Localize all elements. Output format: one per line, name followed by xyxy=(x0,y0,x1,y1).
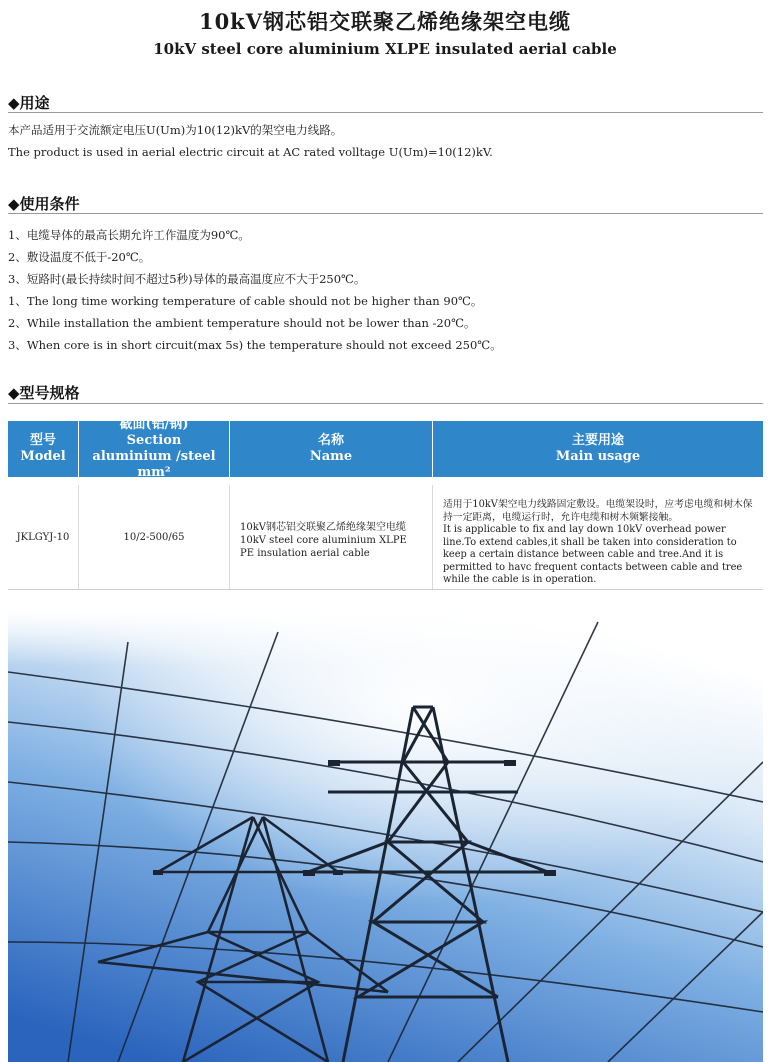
cell-usage-en: It is applicable to fix and lay down 10kV overhead power line.To extend cables,it shall be taken into consideration to keep a certain distance between cable and tree.And it is permitted to havc frequent contacts between cable and tree while the cable is in operation. xyxy=(443,524,743,585)
column-header-name xyxy=(230,421,433,477)
column-header-en: Model xyxy=(20,449,66,464)
cell-model: JKLGYJ-10 xyxy=(8,485,79,589)
column-header-model xyxy=(8,421,79,477)
cell-name-en: 10kV steel core aluminium XLPE PE insulation aerial cable xyxy=(240,535,407,559)
column-header-cn: 型号 xyxy=(29,433,56,448)
usage-text-cn: 本产品适用于交流额定电压U(Um)为10(12)kV的架空电力线路。 xyxy=(8,123,343,137)
column-header-cn: 截面(铝/钢) xyxy=(119,417,189,432)
section-heading-spec: ◆型号规格 xyxy=(8,384,80,402)
usage-text-en: The product is used in aerial electric circuit at AC rated volltage U(Um)=10(12)kV. xyxy=(8,145,493,159)
column-header-en: Name xyxy=(309,449,353,464)
column-header-cn: 主要用途 xyxy=(571,433,624,448)
condition-item: 3、When core is in short circuit(max 5s) the temperature should not exceed 250℃。 xyxy=(8,338,502,352)
column-header-cn: 名称 xyxy=(317,433,344,448)
spec-table-header xyxy=(8,417,763,480)
section-rule xyxy=(8,403,763,404)
transmission-tower-photo xyxy=(8,612,763,1062)
cell-name-cn: 10kV钢芯铝交联聚乙烯绝缘架空电缆 xyxy=(240,522,407,533)
column-header-section xyxy=(79,417,230,480)
section-rule xyxy=(8,213,763,214)
page-title-en: 10kV steel core aluminium XLPE insulated aerial cable xyxy=(153,40,617,58)
section-rule xyxy=(8,112,763,113)
page-title-cn: 10kV钢芯铝交联聚乙烯绝缘架空电缆 xyxy=(198,9,572,34)
condition-item: 2、While installation the ambient temperature should not be lower than -20℃。 xyxy=(8,316,476,330)
condition-item: 3、短路时(最长持续时间不超过5秒)导体的最高温度应不大于250℃。 xyxy=(8,272,366,286)
condition-item: 2、敷设温度不低于-20℃。 xyxy=(8,250,151,264)
cell-usage-cn: 适用于10kV架空电力线路固定敷设。电缆架设时，应考虑电缆和树木保持一定距离，电缆运行时，允许电缆和树木频繁接触。 xyxy=(443,499,753,523)
column-header-usage xyxy=(433,421,763,477)
column-header-en: Section aluminium /steel mm² xyxy=(92,433,216,480)
condition-item: 1、电缆导体的最高长期允许工作温度为90℃。 xyxy=(8,228,250,242)
spec-table-row xyxy=(8,485,763,590)
column-header-en: Main usage xyxy=(555,449,641,464)
cell-usage xyxy=(433,485,763,589)
condition-item: 1、The long time working temperature of cable should not be higher than 90℃。 xyxy=(8,294,483,308)
section-heading-usage: ◆用途 xyxy=(8,94,50,112)
cell-name xyxy=(230,485,433,589)
cell-section: 10/2-500/65 xyxy=(79,485,230,589)
section-heading-conditions: ◆使用条件 xyxy=(8,195,80,213)
